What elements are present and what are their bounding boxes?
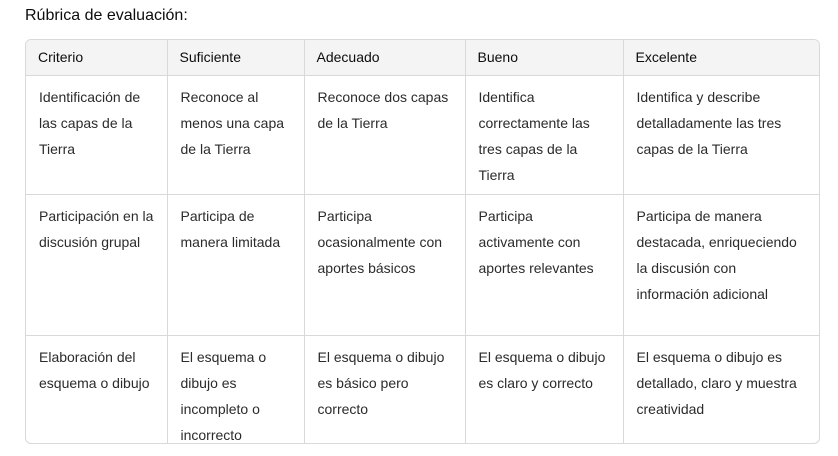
table-cell: Reconoce dos capas de la Tierra bbox=[304, 75, 465, 194]
table-cell: El esquema o dibujo es claro y correcto bbox=[465, 335, 623, 444]
table-cell: Participa de manera limitada bbox=[167, 194, 304, 335]
rubric-table bbox=[26, 40, 820, 444]
table-row bbox=[26, 75, 820, 194]
table-cell: Elaboración del esquema o dibujo bbox=[26, 335, 167, 444]
header-adecuado: Adecuado bbox=[304, 40, 465, 75]
header-criterio: Criterio bbox=[26, 40, 167, 75]
header-bueno: Bueno bbox=[465, 40, 623, 75]
table-cell: Participación en la discusión grupal bbox=[26, 194, 167, 335]
table-cell: El esquema o dibujo es detallado, claro y muestra creatividad bbox=[636, 348, 797, 417]
table-cell: Participa de manera destacada, enriqueciendo la discusión con información adicional bbox=[623, 194, 820, 335]
table-cell: Participa activamente con aportes relevantes bbox=[465, 194, 623, 335]
table-cell: Participa ocasionalmente con aportes básicos bbox=[304, 194, 465, 335]
table-cell: Identifica y describe detalladamente las tres capas de la Tierra bbox=[623, 75, 820, 194]
table-cell: Identifica correctamente las tres capas de la Tierra bbox=[465, 75, 623, 194]
header-excelente: Excelente bbox=[623, 40, 820, 75]
table-cell: El esquema o dibujo es básico pero correcto bbox=[304, 335, 465, 444]
header-suficiente: Suficiente bbox=[167, 40, 304, 75]
rubric-table-container bbox=[25, 39, 820, 444]
table-row bbox=[26, 194, 820, 335]
table-cell: Identificación de las capas de la Tierra bbox=[26, 75, 167, 194]
table-row bbox=[26, 335, 820, 444]
rubric-heading: Rúbrica de evaluación: bbox=[25, 7, 188, 24]
table-cell: Reconoce al menos una capa de la Tierra bbox=[167, 75, 304, 194]
table-cell: El esquema o dibujo es incompleto o incorrecto bbox=[167, 335, 304, 444]
table-header-row bbox=[26, 40, 820, 75]
